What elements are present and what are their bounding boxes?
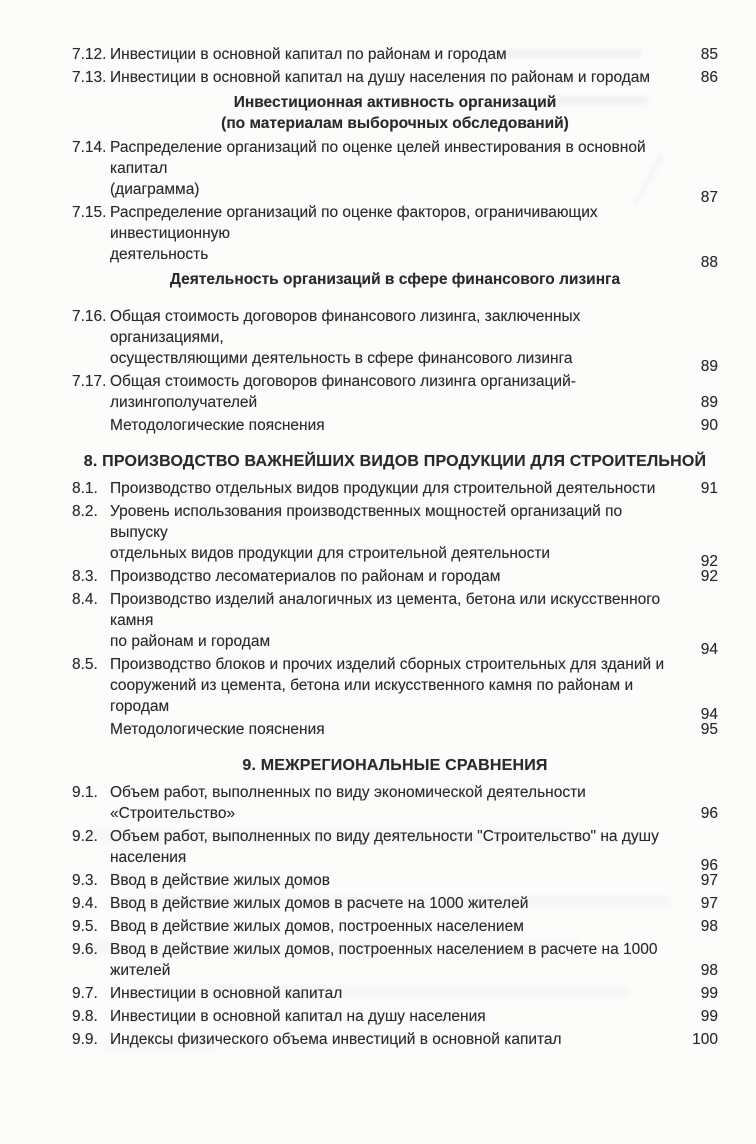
heading-line: 8. ПРОИЗВОДСТВО ВАЖНЕЙШИХ ВИДОВ ПРОДУКЦИИ ДЛЯ СТРОИТЕЛЬНОЙ: [83, 453, 707, 470]
entry-title-line: Производство изделий аналогичных из цемента, бетона или искусственного камня: [110, 591, 661, 629]
toc-entry: [72, 826, 718, 874]
entry-title: [110, 371, 686, 413]
entry-title-line: Ввод в действие жилых домов: [110, 872, 331, 889]
entry-title-line: осуществляющими деятельность в сфере финансового лизинга: [110, 350, 573, 367]
entry-page-number: 85: [700, 46, 718, 63]
entry-title: [110, 1006, 686, 1027]
entry-title-line: деятельность: [110, 246, 209, 263]
entry-number: 8.1.: [72, 480, 98, 497]
entry-page-number: 92: [700, 553, 718, 570]
entry-page-number: 98: [700, 962, 718, 979]
entry-title: [110, 306, 686, 369]
entry-page-number: 86: [700, 69, 718, 86]
entry-number: 9.3.: [72, 872, 98, 889]
entry-title-line: Объем работ, выполненных по виду экономической деятельности «Строительство»: [110, 784, 586, 822]
entry-title-line: Общая стоимость договоров финансового лизинга организаций-лизингополучателей: [110, 373, 576, 411]
entry-number: 8.5.: [72, 656, 98, 673]
entry-title-line: Ввод в действие жилых домов, построенных населением в расчете на 1000 жителей: [110, 941, 658, 979]
heading-line: 9. МЕЖРЕГИОНАЛЬНЫЕ СРАВНЕНИЯ: [242, 757, 548, 774]
entry-page-number: 99: [700, 985, 718, 1002]
entry-title-line: Распределение организаций по оценке целей инвестирования в основной капитал: [110, 139, 646, 177]
entry-title-line: Индексы физического объема инвестиций в основной капитал: [110, 1031, 562, 1048]
entry-title: [110, 893, 686, 914]
entry-title-line: по районам и городам: [110, 633, 271, 650]
entry-page-number: 100: [692, 1031, 718, 1048]
heading-line: Инвестиционная активность организаций: [233, 94, 557, 111]
entry-number: 9.5.: [72, 918, 98, 935]
entry-number: 9.9.: [72, 1031, 98, 1048]
entry-title-line: Методологические пояснения: [110, 721, 325, 738]
entry-page-number: 97: [700, 895, 718, 912]
entry-number: 9.4.: [72, 895, 98, 912]
entry-title-line: Ввод в действие жилых домов, построенных населением: [110, 918, 524, 935]
toc-entry: [72, 202, 718, 271]
toc-entry: [72, 893, 718, 914]
entry-title-line: Распределение организаций по оценке факторов, ограничивающих инвестиционную: [110, 204, 598, 242]
entry-number: 7.14.: [72, 139, 107, 156]
section-heading: [72, 755, 718, 776]
entry-number: 7.16.: [72, 308, 107, 325]
toc-entry: [72, 983, 718, 1004]
entry-page-number: 92: [700, 568, 718, 585]
section-heading: [72, 451, 718, 472]
entry-page-number: 89: [700, 358, 718, 375]
entry-number: 7.15.: [72, 204, 107, 221]
entry-title-line: Производство лесоматериалов по районам и городам: [110, 568, 501, 585]
entry-title-line: Инвестиции в основной капитал на душу населения по районам и городам: [110, 69, 651, 86]
entry-title: [110, 137, 686, 200]
toc-entry: [72, 415, 718, 436]
toc-entry: [72, 566, 718, 587]
entry-title: [110, 782, 686, 824]
entry-page-number: 97: [700, 872, 718, 889]
entry-number: 9.8.: [72, 1008, 98, 1025]
toc-entry: [72, 782, 718, 824]
toc-entry: [72, 1029, 718, 1050]
entry-title: [110, 870, 686, 891]
group-subheading: [72, 269, 718, 290]
table-of-contents: [72, 44, 718, 1052]
entry-number: 9.2.: [72, 828, 98, 845]
toc-entry: [72, 654, 718, 723]
toc-entry: [72, 478, 718, 499]
entry-number: 7.12.: [72, 46, 107, 63]
toc-entry: [72, 371, 718, 413]
entry-title: [110, 566, 686, 587]
entry-title: [110, 67, 686, 88]
entry-title: [110, 1029, 686, 1050]
entry-title: [110, 719, 686, 740]
entry-title: [110, 939, 686, 981]
toc-entry: [72, 501, 718, 570]
toc-entry: [72, 939, 718, 981]
entry-title: [110, 415, 686, 436]
entry-page-number: 96: [700, 805, 718, 822]
entry-page-number: 94: [700, 641, 718, 658]
entry-title-line: Производство отдельных видов продукции для строительной деятельности: [110, 480, 656, 497]
entry-title-line: Ввод в действие жилых домов в расчете на 1000 жителей: [110, 895, 529, 912]
heading-line: Деятельность организаций в сфере финансового лизинга: [169, 271, 621, 288]
entry-title-line: населения: [110, 849, 187, 866]
entry-title: [110, 501, 686, 564]
entry-title: [110, 654, 686, 717]
entry-page-number: 90: [700, 417, 718, 434]
entry-number: 9.7.: [72, 985, 98, 1002]
entry-page-number: 87: [700, 189, 718, 206]
entry-page-number: 96: [700, 857, 718, 874]
entry-title-line: Производство блоков и прочих изделий сборных строительных для зданий и: [110, 656, 665, 673]
toc-entry: [72, 306, 718, 375]
entry-title-line: сооружений из цемента, бетона или искусственного камня по районам и городам: [110, 677, 634, 715]
entry-title: [110, 478, 686, 499]
entry-number: 9.1.: [72, 784, 98, 801]
toc-entry: [72, 719, 718, 740]
entry-number: 8.4.: [72, 591, 98, 608]
toc-entry: [72, 44, 718, 65]
entry-number: 7.13.: [72, 69, 107, 86]
entry-title: [110, 589, 686, 652]
vertical-spacer: [72, 293, 718, 306]
entry-title: [110, 826, 686, 868]
entry-number: 7.17.: [72, 373, 107, 390]
heading-line: (по материалам выборочных обследований): [221, 115, 569, 132]
entry-title-line: Методологические пояснения: [110, 417, 325, 434]
entry-title-line: Инвестиции в основной капитал на душу населения: [110, 1008, 486, 1025]
entry-page-number: 98: [700, 918, 718, 935]
entry-title: [110, 983, 686, 1004]
group-subheading: [72, 92, 718, 134]
entry-page-number: 89: [700, 394, 718, 411]
entry-page-number: 91: [700, 480, 718, 497]
toc-entry: [72, 67, 718, 88]
entry-title-line: (диаграмма): [110, 181, 200, 198]
toc-entry: [72, 137, 718, 206]
entry-page-number: 99: [700, 1008, 718, 1025]
entry-title-line: Уровень использования производственных мощностей организаций по выпуску: [110, 503, 623, 541]
toc-entry: [72, 1006, 718, 1027]
entry-number: 8.2.: [72, 503, 98, 520]
entry-title: [110, 916, 686, 937]
entry-title-line: Инвестиции в основной капитал: [110, 985, 343, 1002]
entry-page-number: 94: [700, 706, 718, 723]
entry-title-line: Объем работ, выполненных по виду деятельности "Строительство" на душу: [110, 828, 659, 845]
entry-number: 9.6.: [72, 941, 98, 958]
toc-entry: [72, 916, 718, 937]
entry-title-line: Инвестиции в основной капитал по районам и городам: [110, 46, 507, 63]
entry-page-number: 88: [700, 254, 718, 271]
entry-title-line: Общая стоимость договоров финансового лизинга, заключенных организациями,: [110, 308, 581, 346]
entry-title: [110, 44, 686, 65]
toc-entry: [72, 870, 718, 891]
entry-number: 8.3.: [72, 568, 98, 585]
toc-entry: [72, 589, 718, 658]
entry-title-line: отдельных видов продукции для строительной деятельности: [110, 545, 551, 562]
entry-page-number: 95: [700, 721, 718, 738]
entry-title: [110, 202, 686, 265]
